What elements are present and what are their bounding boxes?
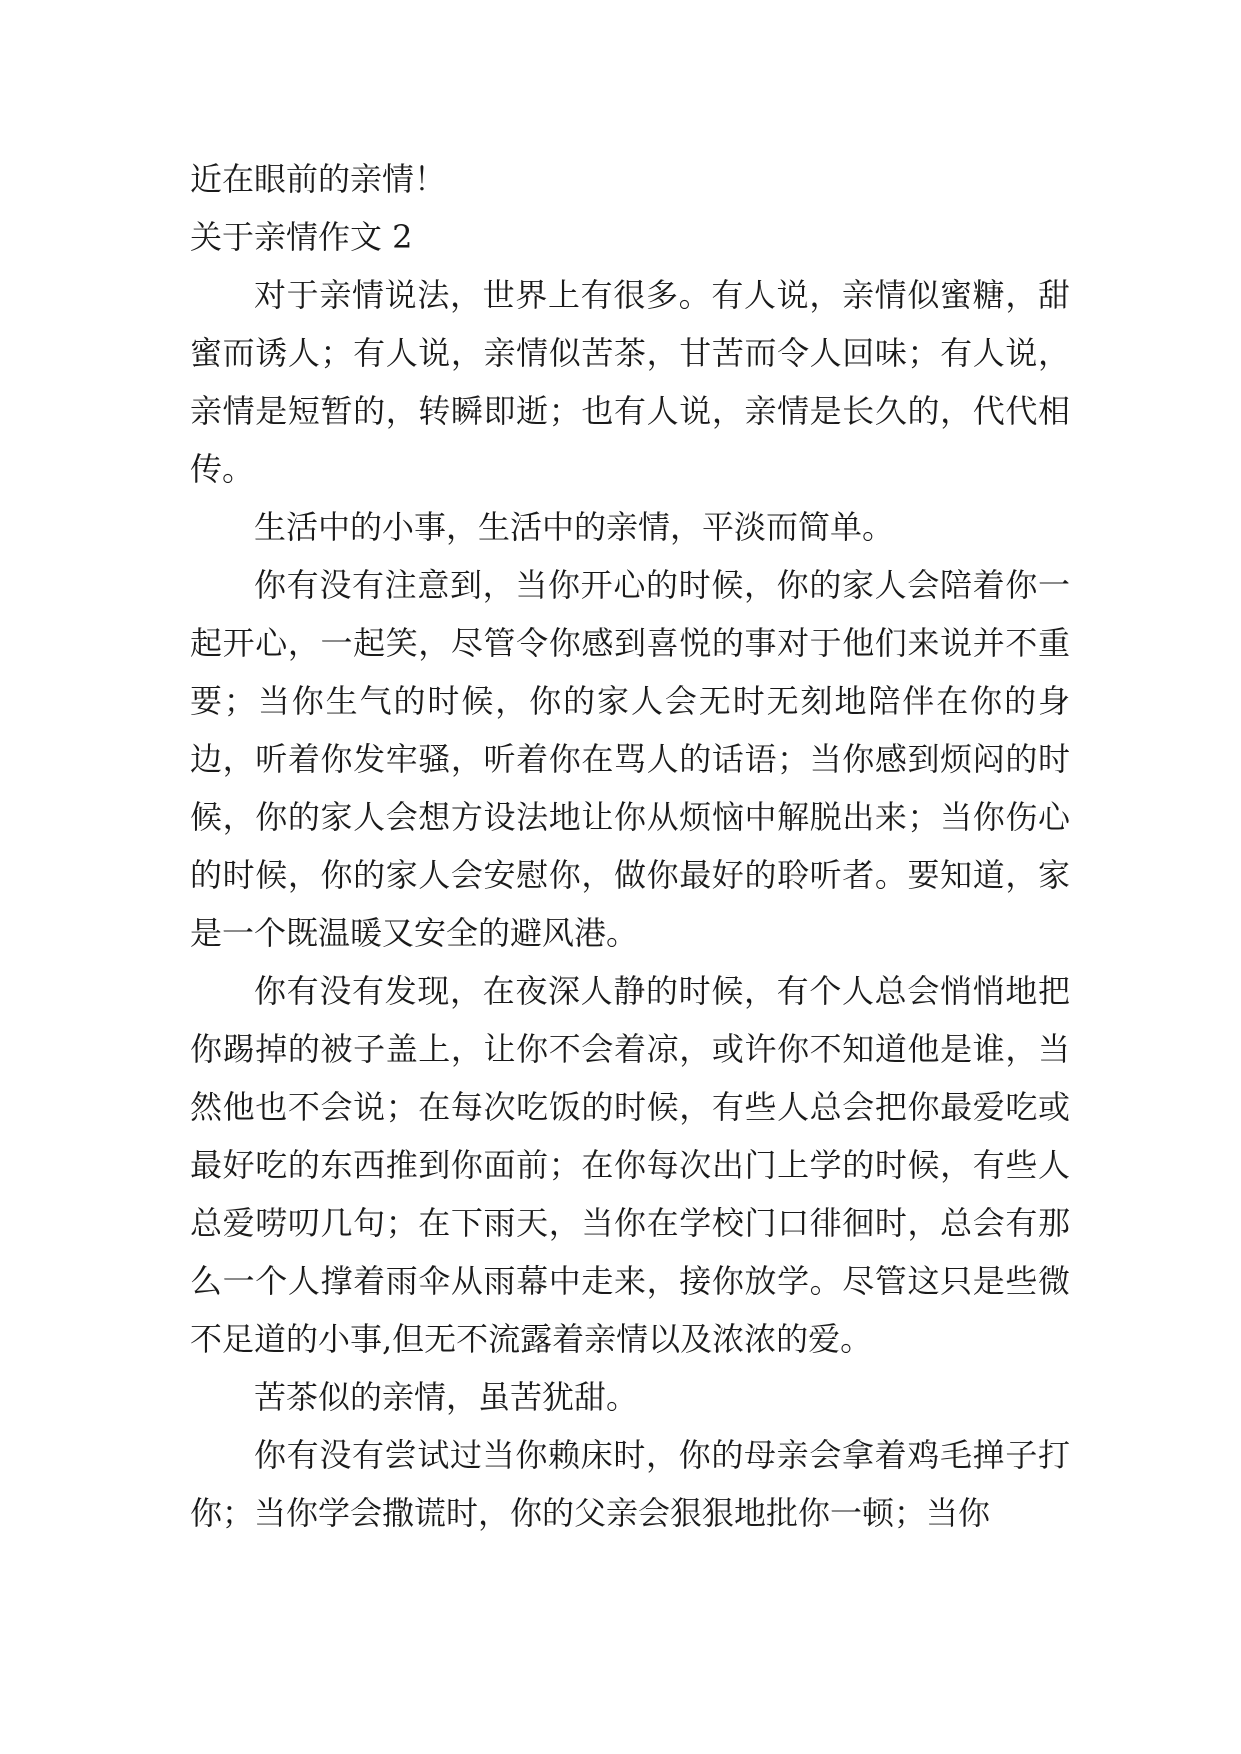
paragraph-4: 你有没有发现，在夜深人静的时候，有个人总会悄悄地把你踢掉的被子盖上，让你不会着凉，或许你不知道他是谁，当然他也不会说；在每次吃饭的时候，有些人总会把你最爱吃或最好吃的东西推到你面前；在你每次出门上学的时候，有些人总爱唠叨几句；在下雨天，当你在学校门口徘徊时，总会有那么一个人撑着雨伞从雨幕中走来，接你放学。尽管这只是些微不足道的小事,但无不流露着亲情以及浓浓的爱。 <box>190 972 1070 1358</box>
document-body <box>190 150 1070 1542</box>
paragraph-2: 生活中的小事，生活中的亲情，平淡而简单。 <box>254 508 895 546</box>
paragraph-6: 你有没有尝试过当你赖床时，你的母亲会拿着鸡毛掸子打你；当你学会撒谎时，你的父亲会狠狠地批你一顿；当你 <box>190 1436 1070 1532</box>
continuation-line: 近在眼前的亲情！ <box>190 160 447 198</box>
paragraph-3: 你有没有注意到，当你开心的时候，你的家人会陪着你一起开心，一起笑，尽管令你感到喜悦的事对于他们来说并不重要；当你生气的时候，你的家人会无时无刻地陪伴在你的身边，听着你发牢骚，听着你在骂人的话语；当你感到烦闷的时候，你的家人会想方设法地让你从烦恼中解脱出来；当你伤心的时候，你的家人会安慰你，做你最好的聆听者。要知道，家是一个既温暖又安全的避风港。 <box>190 566 1070 952</box>
paragraph-1: 对于亲情说法，世界上有很多。有人说，亲情似蜜糖，甜蜜而诱人；有人说，亲情似苦茶，甘苦而令人回味；有人说，亲情是短暂的，转瞬即逝；也有人说，亲情是长久的，代代相传。 <box>190 276 1070 488</box>
paragraph-5: 苦茶似的亲情，虽苦犹甜。 <box>254 1378 639 1416</box>
essay-heading: 关于亲情作文 2 <box>190 218 413 256</box>
